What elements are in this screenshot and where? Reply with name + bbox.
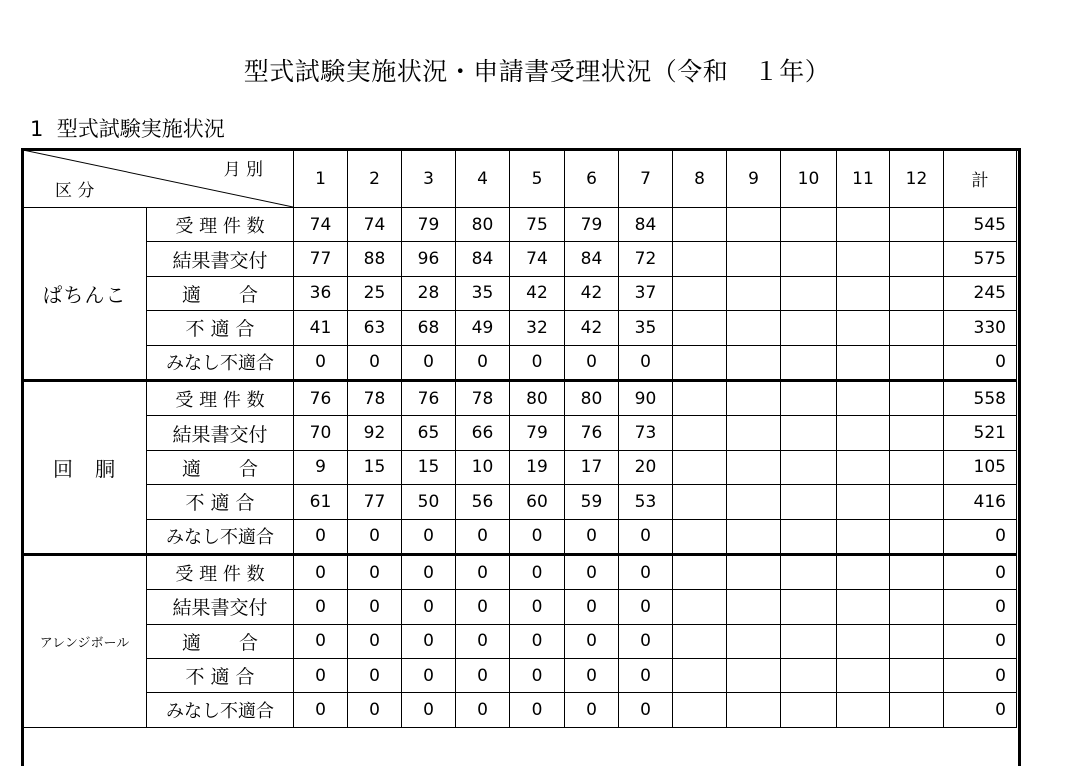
month-value-cell: [837, 590, 890, 624]
total-cell: 416: [944, 485, 1017, 519]
month-value-cell: [727, 624, 781, 658]
month-value-cell: 0: [456, 345, 510, 380]
month-value-cell: 75: [510, 208, 565, 242]
month-value-cell: 0: [619, 590, 673, 624]
month-value-cell: 79: [510, 416, 565, 450]
table-row: [23, 416, 1017, 450]
month-value-cell: [781, 242, 837, 276]
month-value-cell: 65: [402, 416, 456, 450]
month-value-cell: 17: [565, 450, 619, 484]
section-heading: 1 型式試験実施状況: [30, 117, 225, 141]
month-value-cell: [727, 450, 781, 484]
month-value-cell: 76: [565, 416, 619, 450]
month-value-cell: [727, 554, 781, 589]
table-row: [23, 659, 1017, 693]
month-value-cell: 74: [294, 208, 348, 242]
month-value-cell: [781, 485, 837, 519]
month-value-cell: 92: [348, 416, 402, 450]
month-value-cell: 0: [402, 624, 456, 658]
month-value-cell: 36: [294, 276, 348, 310]
month-header: 8: [673, 150, 727, 208]
month-value-cell: [781, 519, 837, 554]
total-cell: 105: [944, 450, 1017, 484]
row-label: みなし不適合: [147, 519, 294, 554]
month-value-cell: 73: [619, 416, 673, 450]
month-value-cell: 15: [402, 450, 456, 484]
month-value-cell: 0: [402, 590, 456, 624]
row-label: 適 合: [147, 624, 294, 658]
month-value-cell: 50: [402, 485, 456, 519]
month-value-cell: [673, 590, 727, 624]
row-label: 適 合: [147, 276, 294, 310]
month-value-cell: [673, 554, 727, 589]
month-value-cell: [837, 519, 890, 554]
month-value-cell: [890, 380, 944, 415]
month-value-cell: 49: [456, 311, 510, 345]
month-value-cell: 61: [294, 485, 348, 519]
table-row: [23, 519, 1017, 554]
month-value-cell: 0: [565, 659, 619, 693]
month-value-cell: [673, 311, 727, 345]
month-value-cell: [781, 624, 837, 658]
month-value-cell: [781, 416, 837, 450]
month-value-cell: [673, 659, 727, 693]
month-value-cell: 0: [510, 693, 565, 727]
month-value-cell: 0: [348, 590, 402, 624]
month-value-cell: 0: [294, 693, 348, 727]
month-value-cell: 90: [619, 380, 673, 415]
month-value-cell: [673, 624, 727, 658]
month-value-cell: [673, 380, 727, 415]
month-value-cell: 37: [619, 276, 673, 310]
month-value-cell: [727, 693, 781, 727]
row-label: 結果書交付: [147, 590, 294, 624]
month-value-cell: 42: [565, 276, 619, 310]
month-value-cell: 0: [565, 554, 619, 589]
row-label: 結果書交付: [147, 242, 294, 276]
month-value-cell: 84: [619, 208, 673, 242]
month-value-cell: 0: [510, 590, 565, 624]
month-value-cell: 0: [294, 590, 348, 624]
month-value-cell: [727, 416, 781, 450]
month-value-cell: 74: [510, 242, 565, 276]
month-value-cell: [781, 590, 837, 624]
month-value-cell: [673, 519, 727, 554]
total-cell: 330: [944, 311, 1017, 345]
month-value-cell: 0: [402, 345, 456, 380]
month-value-cell: 0: [348, 345, 402, 380]
month-value-cell: 0: [348, 519, 402, 554]
month-value-cell: 0: [510, 345, 565, 380]
month-axis-label: 月 別: [223, 160, 263, 180]
month-value-cell: 76: [294, 380, 348, 415]
month-value-cell: 0: [348, 554, 402, 589]
month-value-cell: 0: [619, 554, 673, 589]
month-value-cell: 0: [565, 590, 619, 624]
table-row: [23, 590, 1017, 624]
month-value-cell: [727, 208, 781, 242]
month-value-cell: [727, 311, 781, 345]
month-value-cell: [890, 276, 944, 310]
month-value-cell: [890, 659, 944, 693]
month-value-cell: 88: [348, 242, 402, 276]
month-value-cell: 0: [294, 554, 348, 589]
month-value-cell: 84: [565, 242, 619, 276]
row-label: みなし不適合: [147, 693, 294, 727]
month-value-cell: 80: [456, 208, 510, 242]
row-label: みなし不適合: [147, 345, 294, 380]
month-value-cell: 80: [510, 380, 565, 415]
month-value-cell: [837, 693, 890, 727]
month-value-cell: [837, 345, 890, 380]
month-value-cell: [673, 416, 727, 450]
total-cell: 0: [944, 590, 1017, 624]
month-header: 3: [402, 150, 456, 208]
month-value-cell: 42: [510, 276, 565, 310]
month-header: 7: [619, 150, 673, 208]
month-header: 5: [510, 150, 565, 208]
month-value-cell: 63: [348, 311, 402, 345]
table-row: [23, 276, 1017, 310]
month-value-cell: 0: [565, 345, 619, 380]
document-title: 型式試験実施状況・申請書受理状況（令和 １年）: [243, 57, 831, 86]
month-value-cell: [781, 345, 837, 380]
month-value-cell: [673, 450, 727, 484]
month-value-cell: [837, 485, 890, 519]
month-value-cell: 0: [456, 693, 510, 727]
month-value-cell: 72: [619, 242, 673, 276]
month-value-cell: [781, 208, 837, 242]
month-value-cell: 78: [348, 380, 402, 415]
month-value-cell: [837, 208, 890, 242]
month-value-cell: 60: [510, 485, 565, 519]
month-header: 12: [890, 150, 944, 208]
month-value-cell: [673, 345, 727, 380]
month-value-cell: 66: [456, 416, 510, 450]
inspection-status-table: [22, 149, 1017, 728]
total-cell: 0: [944, 693, 1017, 727]
month-header: 9: [727, 150, 781, 208]
month-value-cell: [890, 242, 944, 276]
month-value-cell: [727, 590, 781, 624]
month-value-cell: 0: [456, 519, 510, 554]
month-value-cell: 25: [348, 276, 402, 310]
month-value-cell: 53: [619, 485, 673, 519]
month-value-cell: [781, 554, 837, 589]
month-value-cell: [781, 659, 837, 693]
month-value-cell: 0: [565, 519, 619, 554]
total-cell: 545: [944, 208, 1017, 242]
month-value-cell: 80: [565, 380, 619, 415]
month-value-cell: [727, 485, 781, 519]
total-cell: 0: [944, 659, 1017, 693]
month-header: 6: [565, 150, 619, 208]
month-value-cell: 59: [565, 485, 619, 519]
month-value-cell: 0: [402, 693, 456, 727]
month-value-cell: 35: [456, 276, 510, 310]
row-label: 受 理 件 数: [147, 208, 294, 242]
total-cell: 0: [944, 624, 1017, 658]
table-row: [23, 693, 1017, 727]
month-value-cell: [890, 208, 944, 242]
month-value-cell: 35: [619, 311, 673, 345]
month-value-cell: 19: [510, 450, 565, 484]
month-value-cell: 0: [402, 659, 456, 693]
month-header: 4: [456, 150, 510, 208]
month-value-cell: [890, 485, 944, 519]
month-value-cell: 0: [565, 624, 619, 658]
month-value-cell: [837, 659, 890, 693]
row-label: 受 理 件 数: [147, 380, 294, 415]
month-value-cell: 0: [456, 554, 510, 589]
table-row: [23, 345, 1017, 380]
month-value-cell: [890, 554, 944, 589]
month-value-cell: [890, 450, 944, 484]
month-value-cell: 0: [348, 624, 402, 658]
month-value-cell: 76: [402, 380, 456, 415]
month-value-cell: 56: [456, 485, 510, 519]
month-value-cell: [890, 345, 944, 380]
month-value-cell: 0: [402, 519, 456, 554]
table-row: [23, 485, 1017, 519]
month-value-cell: 15: [348, 450, 402, 484]
month-value-cell: [890, 624, 944, 658]
table-row: [23, 380, 1017, 415]
month-value-cell: [837, 554, 890, 589]
month-value-cell: [890, 590, 944, 624]
table-row: [23, 311, 1017, 345]
month-value-cell: [673, 208, 727, 242]
month-value-cell: 0: [402, 554, 456, 589]
month-value-cell: 77: [348, 485, 402, 519]
month-value-cell: 0: [294, 624, 348, 658]
month-value-cell: [781, 311, 837, 345]
month-value-cell: [727, 276, 781, 310]
month-value-cell: [781, 450, 837, 484]
total-cell: 521: [944, 416, 1017, 450]
month-value-cell: [837, 242, 890, 276]
month-value-cell: [727, 380, 781, 415]
month-value-cell: 68: [402, 311, 456, 345]
month-value-cell: 70: [294, 416, 348, 450]
table-row: [23, 208, 1017, 242]
category-cell: ぱちんこ: [23, 208, 147, 381]
total-cell: 575: [944, 242, 1017, 276]
total-cell: 0: [944, 519, 1017, 554]
month-value-cell: 0: [619, 519, 673, 554]
month-value-cell: [837, 624, 890, 658]
table-row: [23, 242, 1017, 276]
month-value-cell: [727, 659, 781, 693]
month-value-cell: 0: [348, 659, 402, 693]
month-value-cell: 0: [619, 624, 673, 658]
row-label: 不 適 合: [147, 311, 294, 345]
month-value-cell: 0: [510, 519, 565, 554]
row-label: 適 合: [147, 450, 294, 484]
month-value-cell: 32: [510, 311, 565, 345]
month-value-cell: 0: [294, 345, 348, 380]
month-header: 10: [781, 150, 837, 208]
month-value-cell: [673, 276, 727, 310]
month-value-cell: [890, 693, 944, 727]
month-value-cell: 78: [456, 380, 510, 415]
month-value-cell: 96: [402, 242, 456, 276]
month-header: 1: [294, 150, 348, 208]
month-value-cell: [727, 345, 781, 380]
month-value-cell: [673, 693, 727, 727]
total-cell: 0: [944, 554, 1017, 589]
month-value-cell: 20: [619, 450, 673, 484]
month-value-cell: 74: [348, 208, 402, 242]
month-value-cell: [837, 311, 890, 345]
month-value-cell: 77: [294, 242, 348, 276]
month-value-cell: 0: [619, 693, 673, 727]
month-value-cell: [837, 416, 890, 450]
total-cell: 0: [944, 345, 1017, 380]
month-value-cell: 0: [456, 590, 510, 624]
table-row: [23, 554, 1017, 589]
month-value-cell: [727, 519, 781, 554]
month-value-cell: 0: [619, 345, 673, 380]
month-value-cell: 0: [456, 624, 510, 658]
month-value-cell: 0: [294, 519, 348, 554]
table-row: [23, 624, 1017, 658]
month-header: 2: [348, 150, 402, 208]
month-value-cell: 41: [294, 311, 348, 345]
month-value-cell: 0: [294, 659, 348, 693]
corner-header: [23, 150, 294, 208]
month-value-cell: [673, 485, 727, 519]
total-cell: 245: [944, 276, 1017, 310]
row-label: 不 適 合: [147, 485, 294, 519]
row-label: 不 適 合: [147, 659, 294, 693]
month-value-cell: [890, 416, 944, 450]
month-value-cell: [837, 276, 890, 310]
row-label: 結果書交付: [147, 416, 294, 450]
month-value-cell: 0: [619, 659, 673, 693]
row-label: 受 理 件 数: [147, 554, 294, 589]
month-value-cell: 0: [565, 693, 619, 727]
month-value-cell: 79: [565, 208, 619, 242]
month-value-cell: 9: [294, 450, 348, 484]
month-value-cell: 0: [348, 693, 402, 727]
month-value-cell: [890, 519, 944, 554]
table-row: [23, 450, 1017, 484]
month-header: 11: [837, 150, 890, 208]
category-cell: 回 胴: [23, 380, 147, 554]
month-value-cell: 84: [456, 242, 510, 276]
month-value-cell: [837, 380, 890, 415]
month-value-cell: 0: [510, 659, 565, 693]
month-value-cell: [673, 242, 727, 276]
month-value-cell: [727, 242, 781, 276]
month-value-cell: 79: [402, 208, 456, 242]
total-header: 計: [944, 150, 1017, 208]
month-value-cell: [781, 693, 837, 727]
month-value-cell: 10: [456, 450, 510, 484]
month-value-cell: 0: [510, 624, 565, 658]
month-value-cell: [781, 380, 837, 415]
month-value-cell: 0: [510, 554, 565, 589]
month-value-cell: 0: [456, 659, 510, 693]
month-value-cell: [890, 311, 944, 345]
month-value-cell: [837, 450, 890, 484]
month-value-cell: [781, 276, 837, 310]
total-cell: 558: [944, 380, 1017, 415]
month-value-cell: 42: [565, 311, 619, 345]
header-row: [23, 150, 1017, 208]
category-cell: アレンジボール: [23, 554, 147, 727]
category-axis-label: 区 分: [55, 181, 95, 201]
month-value-cell: 28: [402, 276, 456, 310]
